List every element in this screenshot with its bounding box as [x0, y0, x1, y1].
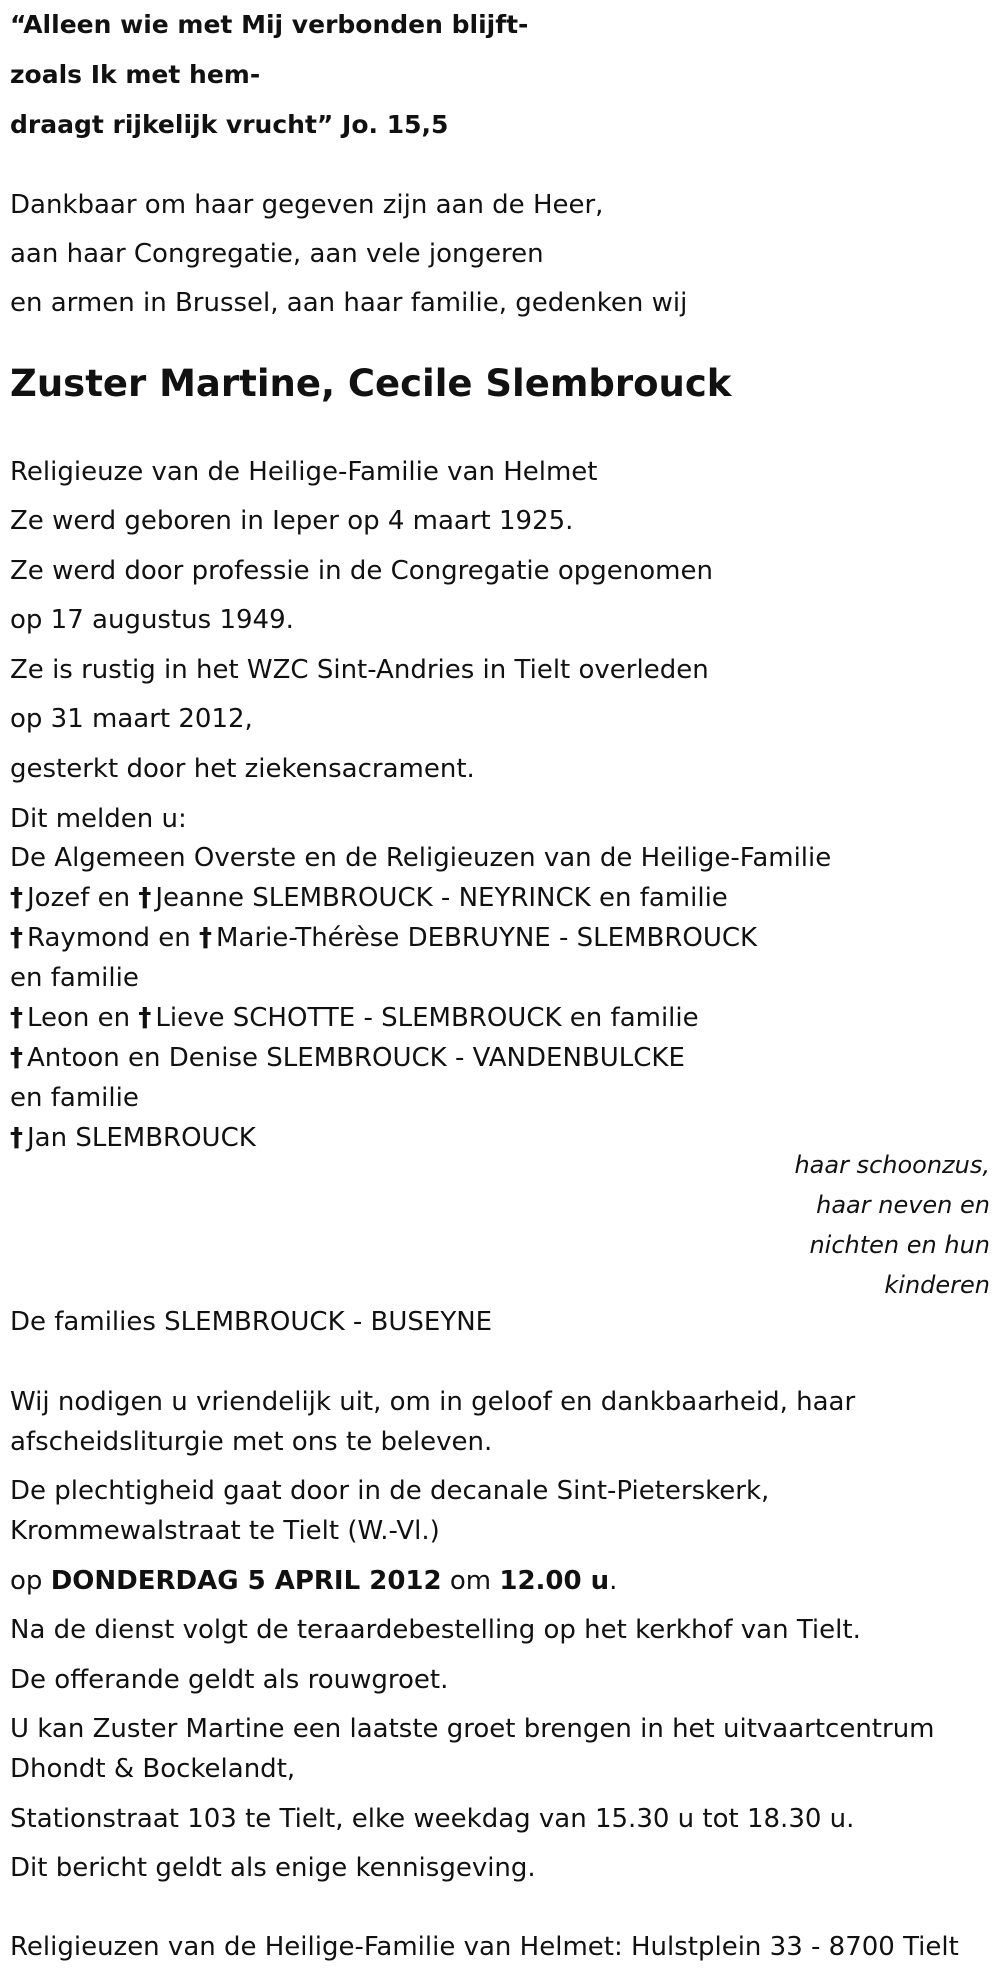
deceased-name: Zuster Martine, Cecile Slembrouck	[10, 362, 732, 405]
cross-icon: †	[10, 883, 23, 913]
when-prefix: op	[10, 1566, 43, 1596]
announcer-row-4-cont: en familie	[10, 1083, 139, 1113]
relation-line-1: haar schoonzus,	[794, 1151, 990, 1179]
cross-icon: †	[199, 923, 213, 953]
bio-line-3: Ze werd door professie in de Congregatie opgenomen	[10, 556, 713, 586]
church-line-2: Krommewalstraat te Tielt (W.-Vl.)	[10, 1516, 440, 1546]
quote-line-2: zoals Ik met hem-	[10, 60, 261, 89]
cross-icon: †	[10, 923, 23, 953]
bio-line-2: Ze werd geboren in Ieper op 4 maart 1925.	[10, 506, 574, 536]
service-when	[10, 1564, 617, 1598]
church-line-1: De plechtigheid gaat door in de decanale Sint-Pieterskerk,	[10, 1476, 770, 1506]
bio-line-5: Ze is rustig in het WZC Sint-Andries in Tielt overleden	[10, 655, 709, 685]
quote-line-3: draagt rijkelijk vrucht” Jo. 15,5	[10, 110, 449, 139]
cross-icon: †	[10, 1003, 23, 1033]
visit-line-2: Dhondt & Bockelandt,	[10, 1754, 296, 1784]
announcer-name: Jozef en	[27, 883, 131, 913]
when-end: .	[609, 1566, 618, 1596]
service-time: 12.00 u	[499, 1566, 610, 1596]
relation-line-2: haar neven en	[816, 1191, 990, 1219]
announcer-name: Lieve SCHOTTE - SLEMBROUCK en familie	[155, 1003, 699, 1033]
bio-line-7: gesterkt door het ziekensacrament.	[10, 754, 475, 784]
announcer-name: Jan SLEMBROUCK	[27, 1123, 256, 1153]
intro-line-1: Dankbaar om haar gegeven zijn aan de Heer,	[10, 190, 604, 220]
announcer-name: Leon en	[27, 1003, 131, 1033]
announcer-name: Marie-Thérèse DEBRUYNE - SLEMBROUCK	[216, 923, 758, 953]
bio-line-1: Religieuze van de Heilige-Familie van Helmet	[10, 457, 598, 487]
invite-line-1: Wij nodigen u vriendelijk uit, om in geloof en dankbaarheid, haar	[10, 1387, 856, 1417]
service-date: DONDERDAG 5 APRIL 2012	[50, 1566, 442, 1596]
bio-line-6: op 31 maart 2012,	[10, 704, 253, 734]
notice-line: Dit bericht geldt als enige kennisgeving.	[10, 1853, 536, 1883]
announcer-row-4	[10, 1041, 685, 1075]
bio-line-4: op 17 augustus 1949.	[10, 605, 294, 635]
relation-line-4: kinderen	[884, 1271, 990, 1299]
after-service-line: Na de dienst volgt de teraardebestelling op het kerkhof van Tielt.	[10, 1615, 861, 1645]
relation-line-3: nichten en hun	[809, 1231, 990, 1259]
announcer-row-2	[10, 921, 757, 955]
when-mid: om	[449, 1566, 492, 1596]
intro-line-3: en armen in Brussel, aan haar familie, gedenken wij	[10, 288, 688, 318]
announcer-row-3	[10, 1001, 699, 1035]
announcer-row-2-cont: en familie	[10, 963, 139, 993]
announcer-row-1	[10, 881, 728, 915]
intro-line-2: aan haar Congregatie, aan vele jongeren	[10, 239, 544, 269]
cross-icon: †	[138, 883, 152, 913]
footer-address: Religieuzen van de Heilige-Familie van Helmet: Hulstplein 33 - 8700 Tielt	[10, 1932, 959, 1962]
cross-icon: †	[138, 1003, 152, 1033]
visit-line-3: Stationstraat 103 te Tielt, elke weekdag van 15.30 u tot 18.30 u.	[10, 1804, 855, 1834]
announcer-name: Antoon en Denise SLEMBROUCK - VANDENBULCKE	[27, 1043, 685, 1073]
announcers-intro: Dit melden u:	[10, 804, 187, 834]
quote-line-1: “Alleen wie met Mij verbonden blijft-	[10, 10, 529, 39]
families-line: De families SLEMBROUCK - BUSEYNE	[10, 1307, 493, 1337]
visit-line-1: U kan Zuster Martine een laatste groet brengen in het uitvaartcentrum	[10, 1714, 935, 1744]
invite-line-2: afscheidsliturgie met ons te beleven.	[10, 1427, 493, 1457]
offering-line: De offerande geldt als rouwgroet.	[10, 1665, 449, 1695]
announcer-name: Jeanne SLEMBROUCK - NEYRINCK en familie	[155, 883, 728, 913]
announcer-row-5	[10, 1121, 256, 1155]
announcers-line-1: De Algemeen Overste en de Religieuzen van de Heilige-Familie	[10, 843, 832, 873]
cross-icon: †	[10, 1123, 23, 1153]
announcer-name: Raymond en	[27, 923, 191, 953]
cross-icon: †	[10, 1043, 23, 1073]
